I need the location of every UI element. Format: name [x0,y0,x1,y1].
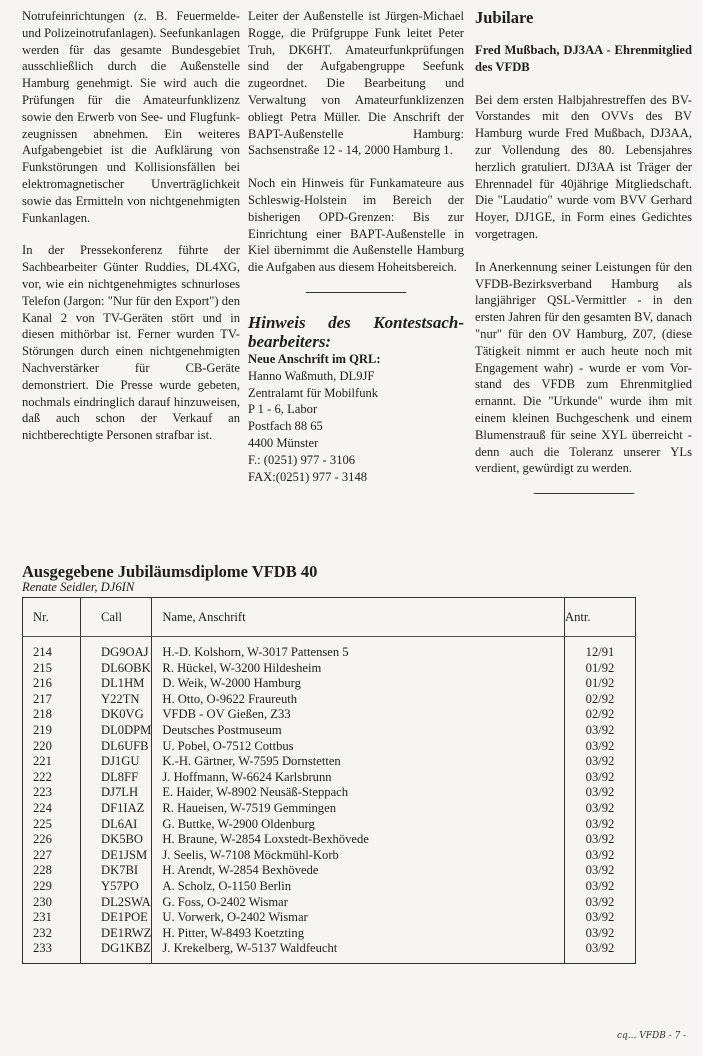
address-line: Hanno Waßmuth, DL9JF [248,368,375,383]
cell-nr: 224 [23,801,81,817]
header-antr: Antr. [565,598,636,637]
cell-name: H. Otto, O-9622 Fraureuth [152,692,565,708]
table-row [23,895,636,911]
cell-antr: 03/92 [565,739,636,755]
paragraph: Bei dem ersten Halbjahrestreffen des BV-Vorstandes mit den OVVs des BV Hamburg wurde Fred Mußbach, DJ3AA, zur Vollendung des 80. Lebensjahres herzlich gratuliert. DJ3AA ist Träger der Ehrennadel für 40jährige Mitgliedschaft. Die "Laudatio" wurde vom BVV Gerhard Hoyer, DJ1GE, in Form eines Gedichtes vorgetragen. [475,92,692,241]
table-row [23,723,636,739]
table-row [23,863,636,879]
cell-antr: 02/92 [565,707,636,723]
cell-name: H. Braune, W-2854 Loxstedt-Bexhövede [152,832,565,848]
cell-antr: 03/92 [565,879,636,895]
cell-name: H.-D. Kolshorn, W-3017 Pattensen 5 [152,637,565,661]
table-row [23,848,636,864]
cell-call: DE1RWZ [81,926,152,942]
cell-call: DL2SWA [81,895,152,911]
cell-name: G. Foss, O-2402 Wismar [152,895,565,911]
cell-nr: 227 [23,848,81,864]
cell-nr: 230 [23,895,81,911]
address-fax: FAX:(0251) 977 - 3148 [248,469,368,484]
paragraph: Notrufeinrichtungen (z. B. Feuermelde- und Polizeinotrufanlagen). Seefunkanlagen werden für das gesamte Bundesgebiet ausschließlich durch die Außenstelle Hamburg genehmigt. Sie wird auch die Prüfungen für die Amateurfunklizenz sowie den Erwerb von See- und Flugfunkzeugnissen abnehmen. Ein weiteres Aufgabengebiet ist die Aufklärung von Funkstörungen und Kollisionsfällen bei elektromagnetischer Unverträglichkeit sowie das Ermitteln von nichtgenehmigten Funkanlagen. [22,9,240,225]
article-subheading: Fred Mußbach, DJ3AA - Ehrenmitglied des VFDB [475,43,692,74]
paragraph: In der Pressekonferenz führte der Sachbearbeiter Günter Ruddies, DL4XG, vor, wie ein nichtgenehmigtes schnurloses Telefon (Jargon: "Nur für den Export") den Kanal 2 von TV-Geräten stört und in diesen mithörbar ist. Ferner wurden TV-Störungen durch einen nichtgenehmigten Nachverstärker für CB-Geräte demonstriert. Die Presse wurde gebeten, nochmals eindringlich darauf hinzuweisen, daß auch schon der Verkauf an nichtberechtigte Personen strafbar ist. [22,243,240,443]
cell-name: K.-H. Gärtner, W-7595 Dornstetten [152,754,565,770]
cell-name: H. Pitter, W-8493 Koetzting [152,926,565,942]
table-row [23,817,636,833]
cell-call: Y22TN [81,692,152,708]
header-call: Call [81,598,152,637]
cell-call: DK7BI [81,863,152,879]
paragraph: Noch ein Hinweis für Funkamateure aus Schleswig-Holstein im Bereich der bisherigen OPD-Grenzen: Bis zur Einrichtung einer BAPT-Außenstelle in Kiel übernimmt die Außenstelle Hamburg die Aufgaben aus diesem Hoheitsbereich. [248,176,464,275]
cell-nr: 229 [23,879,81,895]
table-row [23,785,636,801]
address-subheading: Neue Anschrift im QRL: [248,351,381,366]
cell-nr: 217 [23,692,81,708]
cell-antr: 03/92 [565,848,636,864]
paragraph: Leiter der Außenstelle ist Jürgen-Michael Rogge, die Prüfgruppe Funk leitet Peter Truh, DK6HT. Amateurfunkprüfungen sind der Aufgabengruppe Seefunk zugeordnet. Die Bearbeitung und Verwaltung von Amateurfunklizenzen obliegt Petra Müller. Die Anschrift der BAPT-Außenstelle Hamburg: Sachsenstraße 12 - 14, 2000 Hamburg 1. [248,9,464,158]
hinweis-heading [248,313,464,351]
cell-call: DE1POE [81,910,152,926]
cell-call: DJ7LH [81,785,152,801]
article-column-2 [248,8,464,485]
table-header-row [23,598,636,637]
cell-call: DL6OBK [81,661,152,677]
cell-name: Deutsches Postmuseum [152,723,565,739]
cell-antr: 03/92 [565,832,636,848]
cell-nr: 233 [23,941,81,963]
cell-antr: 03/92 [565,910,636,926]
cell-antr: 03/92 [565,817,636,833]
cell-call: DK0VG [81,707,152,723]
table-row [23,926,636,942]
cell-name: R. Hückel, W-3200 Hildesheim [152,661,565,677]
article-column-3 [475,8,692,514]
cell-name: U. Pobel, O-7512 Cottbus [152,739,565,755]
paragraph: In Anerkennung seiner Leistungen für den VFDB-Bezirksverband Hamburg als langjähriger QSL-Vermittler - in den ersten Jahren für den gesamten BV, danach "nur" für den OV Hamburg, Z07, (diese Tätigkeit nimmt er auch heute noch mit Engagement wahr) - wurde er vom Vorstand des VFDB zum Ehrenmitglied ernannt. Die "Urkunde" wurde ihm mit einem kleinen Buchgeschenk und einem Blumenstrauß für seine XYL überreicht - denn auch die Toleranz unserer YLs verdient, gewürdigt zu werden. [475,259,692,476]
cell-antr: 03/92 [565,941,636,963]
table-row [23,739,636,755]
contest-address [248,351,464,485]
section-divider [534,493,634,494]
address-line: P 1 - 6, Labor [248,402,318,417]
cell-nr: 222 [23,770,81,786]
cell-name: VFDB - OV Gießen, Z33 [152,707,565,723]
cell-call: Y57PO [81,879,152,895]
cell-nr: 221 [23,754,81,770]
cell-name: H. Arendt, W-2854 Bexhövede [152,863,565,879]
table-row [23,879,636,895]
cell-nr: 226 [23,832,81,848]
cell-antr: 02/92 [565,692,636,708]
cell-antr: 01/92 [565,676,636,692]
table-row [23,910,636,926]
diplome-table [22,597,636,964]
cell-antr: 03/92 [565,801,636,817]
cell-name: J. Krekelberg, W-5137 Waldfeucht [152,941,565,963]
article-column-1 [22,8,240,460]
cell-call: DG9OAJ [81,637,152,661]
hinweis-heading-line2: bearbeiters: [248,331,332,351]
cell-antr: 03/92 [565,785,636,801]
cell-nr: 219 [23,723,81,739]
table-row [23,770,636,786]
diplome-title: Ausgegebene Jubiläumsdiplome VFDB 40 [22,562,318,581]
cell-name: A. Scholz, O-1150 Berlin [152,879,565,895]
section-divider [306,292,406,293]
section-heading-jubilare: Jubilare [475,8,534,27]
cell-nr: 218 [23,707,81,723]
cell-antr: 03/92 [565,723,636,739]
address-phone: F.: (0251) 977 - 3106 [248,452,356,467]
cell-name: G. Buttke, W-2900 Oldenburg [152,817,565,833]
cell-nr: 225 [23,817,81,833]
cell-name: J. Seelis, W-7108 Möckmühl-Korb [152,848,565,864]
cell-nr: 231 [23,910,81,926]
table-row [23,637,636,661]
diplome-author: Renate Seidler, DJ6IN [22,580,135,594]
cell-name: R. Haueisen, W-7519 Gemmingen [152,801,565,817]
cell-name: U. Vorwerk, O-2402 Wismar [152,910,565,926]
header-name: Name, Anschrift [152,598,565,637]
table-row [23,754,636,770]
cell-nr: 223 [23,785,81,801]
address-line: Postfach 88 65 [248,419,323,434]
cell-nr: 232 [23,926,81,942]
cell-call: DF1IAZ [81,801,152,817]
cell-antr: 03/92 [565,770,636,786]
cell-call: DE1JSM [81,848,152,864]
cell-call: DL1HM [81,676,152,692]
cell-nr: 216 [23,676,81,692]
cell-call: DJ1GU [81,754,152,770]
cell-name: E. Haider, W-8902 Neusäß-Steppach [152,785,565,801]
address-line: Zentralamt für Mobilfunk [248,385,379,400]
hinweis-heading-line1: Hinweis des Kontestsach- [248,312,464,332]
cell-nr: 220 [23,739,81,755]
table-row [23,941,636,963]
header-nr: Nr. [23,598,81,637]
cell-nr: 228 [23,863,81,879]
table-row [23,707,636,723]
cell-name: D. Weik, W-2000 Hamburg [152,676,565,692]
cell-antr: 03/92 [565,863,636,879]
table-row [23,832,636,848]
cell-call: DL6UFB [81,739,152,755]
table-row [23,801,636,817]
page-footer: cq... VFDB - 7 - [617,1031,687,1041]
cell-call: DL0DPM [81,723,152,739]
table-row [23,676,636,692]
cell-call: DK5BO [81,832,152,848]
cell-nr: 214 [23,637,81,661]
table-row [23,692,636,708]
cell-antr: 01/92 [565,661,636,677]
cell-antr: 03/92 [565,754,636,770]
cell-antr: 12/91 [565,637,636,661]
address-line: 4400 Münster [248,435,319,450]
cell-antr: 03/92 [565,926,636,942]
cell-name: J. Hoffmann, W-6624 Karlsbrunn [152,770,565,786]
cell-nr: 215 [23,661,81,677]
table-row [23,661,636,677]
cell-call: DG1KBZ [81,941,152,963]
cell-antr: 03/92 [565,895,636,911]
cell-call: DL6AI [81,817,152,833]
cell-call: DL8FF [81,770,152,786]
